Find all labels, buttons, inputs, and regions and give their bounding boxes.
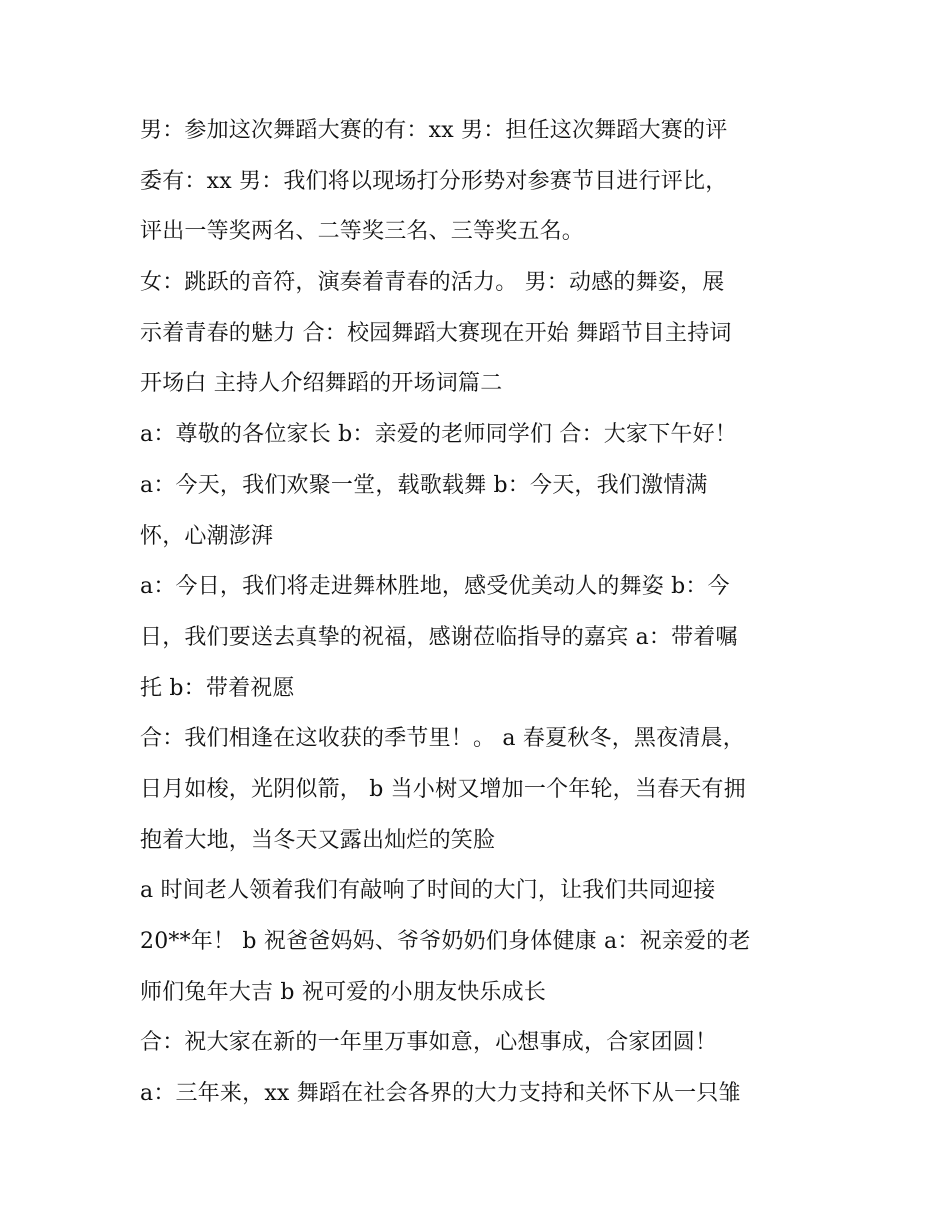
text-line: 日月如梭，光阴似箭， b 当小树又增加一个年轮，当春天有拥	[140, 776, 746, 802]
text-line: 女：跳跃的音符，演奏着青春的活力。 男：动感的舞姿，展	[140, 270, 725, 296]
text-line: 男：参加这次舞蹈大赛的有：xx 男：担任这次舞蹈大赛的评	[140, 118, 728, 143]
text-line: 日，我们要送去真挚的祝福，感谢莅临指导的嘉宾 a：带着嘱	[140, 624, 738, 650]
text-line: 师们兔年大吉 b 祝可爱的小朋友快乐成长	[140, 979, 547, 1005]
text-line: 合：我们相逢在这收获的季节里！。 a 春夏秋冬，黑夜清晨，	[140, 726, 745, 752]
text-line: a：今天，我们欢聚一堂，载歌载舞 b：今天，我们激情满	[140, 472, 708, 498]
text-line: 示着青春的魅力 合：校园舞蹈大赛现在开始 舞蹈节目主持词	[140, 320, 732, 346]
text-line: 托 b：带着祝愿	[140, 675, 295, 701]
text-line: 20**年！ b 祝爸爸妈妈、爷爷奶奶们身体健康 a：祝亲爱的老	[140, 929, 751, 954]
text-line: a：今日，我们将走进舞林胜地，感受优美动人的舞姿 b：今	[140, 574, 730, 600]
text-line: 评出一等奖两名、二等奖三名、三等奖五名。	[140, 219, 585, 245]
text-line: 抱着大地，当冬天又露出灿烂的笑脸	[140, 827, 496, 853]
text-line: a：三年来，xx 舞蹈在社会各界的大力支持和关怀下从一只雏	[140, 1081, 741, 1107]
text-line: 开场白 主持人介绍舞蹈的开场词篇二	[140, 371, 503, 397]
text-line: a 时间老人领着我们有敲响了时间的大门，让我们共同迎接	[140, 878, 716, 904]
text-line: 怀，心潮澎湃	[140, 523, 274, 549]
text-line: 合：祝大家在新的一年里万事如意，心想事成，合家团圆！	[140, 1030, 718, 1056]
document-body	[140, 106, 820, 1120]
text-line: 委有：xx 男：我们将以现场打分形势对参赛节目进行评比，	[140, 168, 728, 194]
text-line: a：尊敬的各位家长 b：亲爱的老师同学们 合：大家下午好！	[140, 422, 737, 448]
